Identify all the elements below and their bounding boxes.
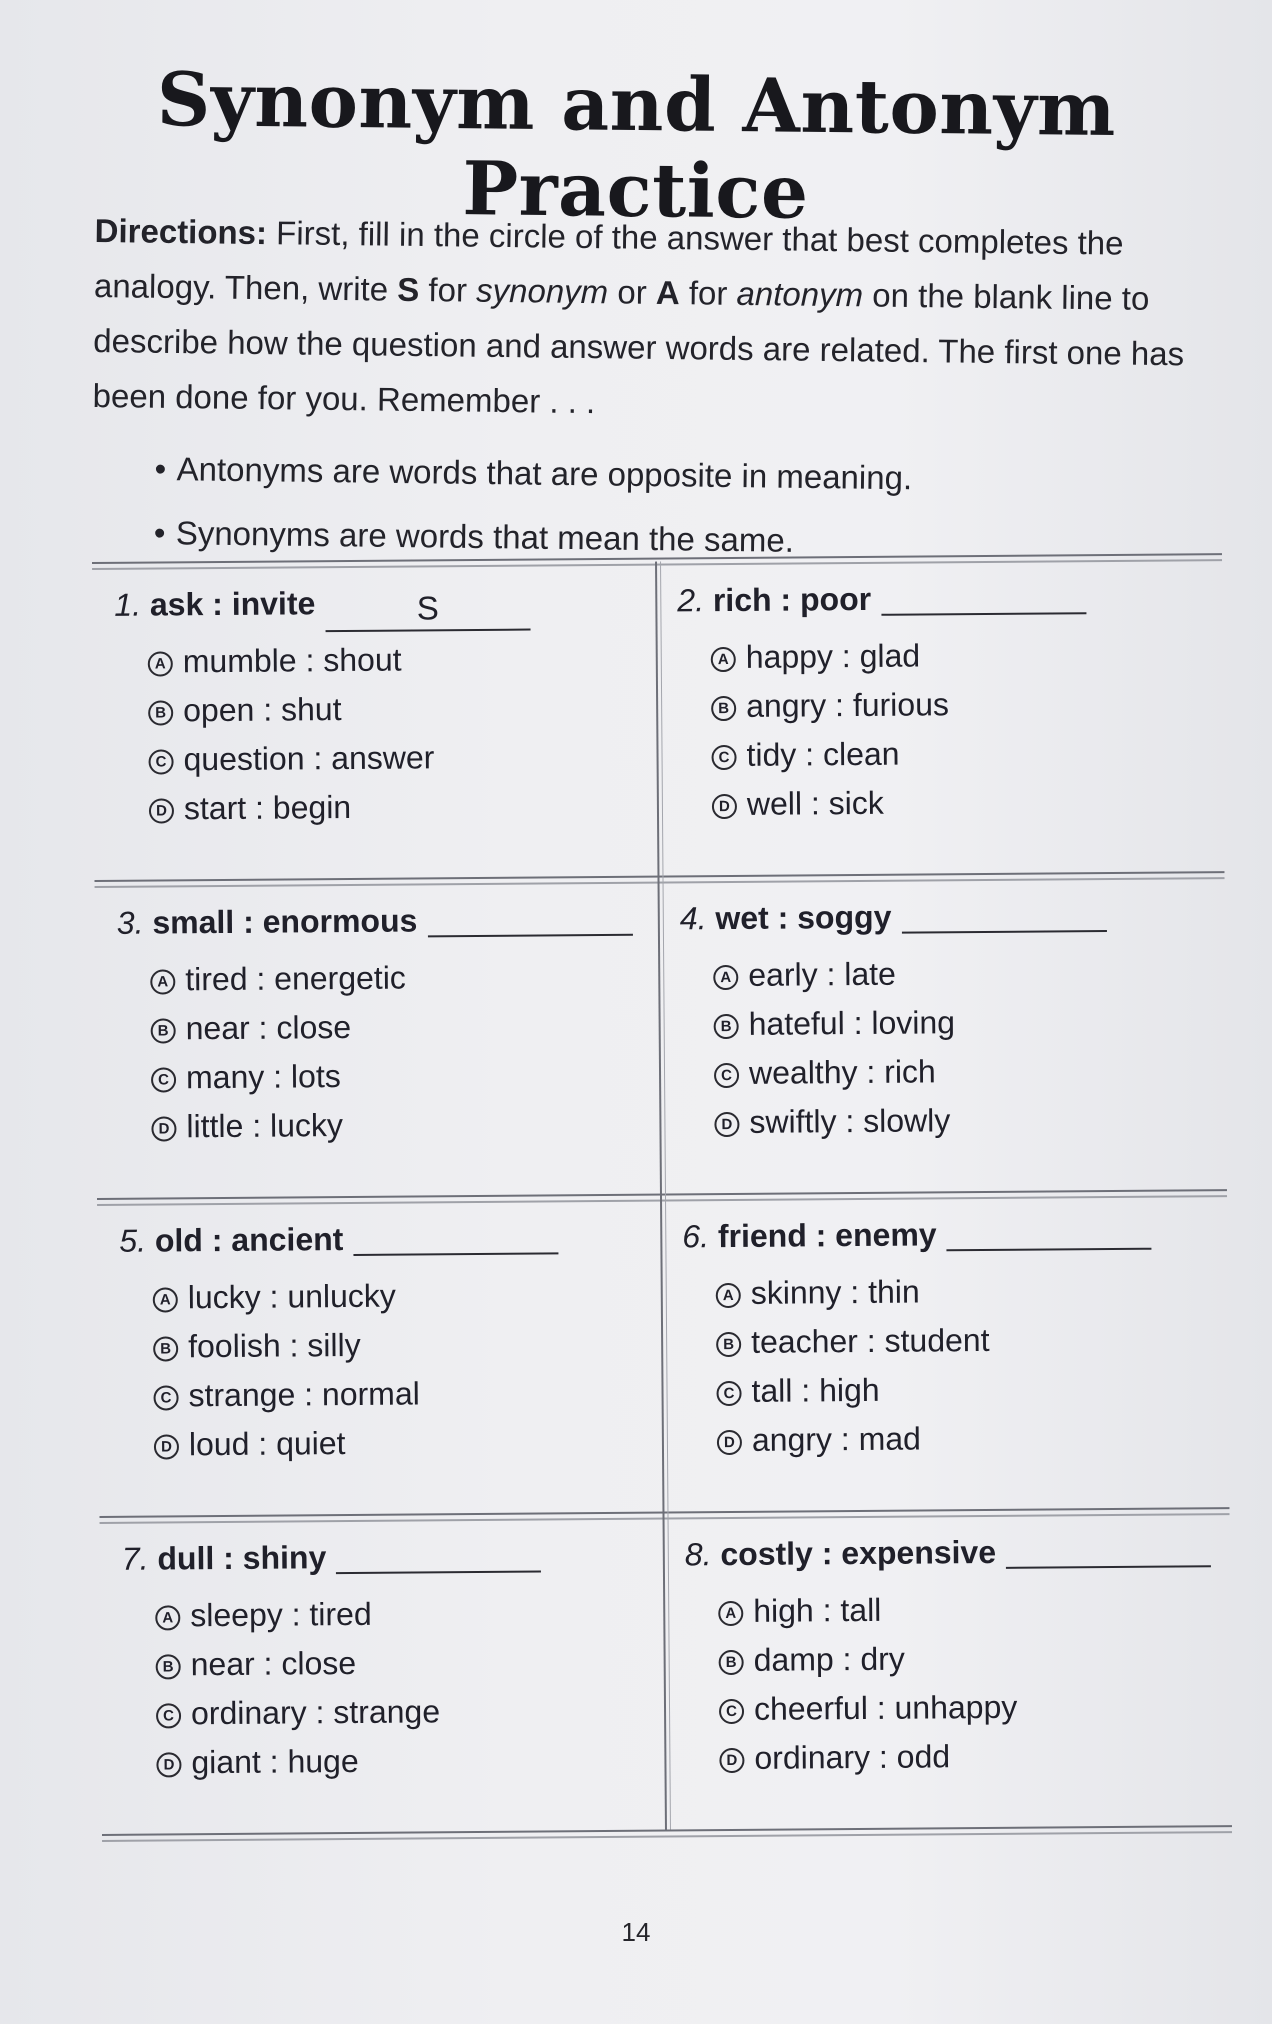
- options-list: [153, 1271, 421, 1469]
- option-b[interactable]: [713, 998, 955, 1049]
- synonym-letter: S: [397, 270, 420, 308]
- option-c[interactable]: [719, 1683, 1018, 1734]
- directions-text: or: [607, 273, 657, 311]
- option-b[interactable]: [148, 684, 434, 735]
- answer-blank[interactable]: [427, 896, 632, 938]
- option-c[interactable]: [153, 1369, 420, 1420]
- option-a[interactable]: [153, 1271, 420, 1322]
- option-text: lucky : unlucky: [187, 1277, 396, 1316]
- question-prompt: [119, 1214, 558, 1263]
- option-text: hateful : loving: [748, 1004, 956, 1042]
- option-text: ordinary : odd: [754, 1738, 951, 1776]
- question-pair: rich : poor: [712, 580, 872, 619]
- option-text: loud : quiet: [188, 1425, 346, 1463]
- option-c[interactable]: [151, 1052, 407, 1103]
- options-list: [718, 1585, 1018, 1783]
- options-list: [713, 949, 956, 1147]
- question-4: [680, 891, 1202, 1195]
- answer-blank[interactable]: [881, 574, 1086, 616]
- option-circle-icon[interactable]: A: [718, 1601, 743, 1626]
- synonym-word: synonym: [475, 271, 609, 311]
- directions-text: First, fill in the circle of the answer that best completes the analogy. Then, write: [93, 214, 1124, 308]
- option-d[interactable]: [714, 1096, 956, 1147]
- question-pair: costly : expensive: [720, 1533, 997, 1573]
- question-5: [119, 1214, 641, 1518]
- option-text: near : close: [190, 1644, 357, 1683]
- option-circle-icon[interactable]: B: [711, 696, 736, 721]
- page-title: Synonym and Antonym Practice: [156, 56, 1117, 236]
- page-number: 14: [621, 1917, 651, 1947]
- option-circle-icon[interactable]: D: [714, 1112, 739, 1137]
- question-prompt: [122, 1533, 542, 1582]
- option-circle-icon[interactable]: D: [151, 1116, 176, 1141]
- option-a[interactable]: [150, 954, 406, 1005]
- option-text: angry : furious: [746, 686, 950, 724]
- option-text: question : answer: [183, 739, 435, 778]
- option-c[interactable]: [148, 733, 434, 784]
- option-b[interactable]: [153, 1320, 420, 1371]
- option-circle-icon[interactable]: C: [151, 1067, 176, 1092]
- options-list: [716, 1267, 991, 1465]
- option-circle-icon[interactable]: A: [155, 1605, 180, 1630]
- option-d[interactable]: [149, 782, 435, 833]
- option-circle-icon[interactable]: B: [714, 1014, 739, 1039]
- option-text: early : late: [748, 955, 897, 993]
- question-prompt: [114, 579, 530, 628]
- option-text: open : shut: [183, 691, 342, 729]
- option-circle-icon[interactable]: A: [153, 1287, 178, 1312]
- option-text: well : sick: [746, 784, 884, 822]
- option-c[interactable]: [716, 1365, 990, 1416]
- question-1: [114, 578, 636, 882]
- option-a[interactable]: [716, 1267, 990, 1318]
- option-circle-icon[interactable]: A: [148, 651, 173, 676]
- answer-blank[interactable]: [946, 1210, 1151, 1252]
- option-circle-icon[interactable]: A: [150, 969, 175, 994]
- question-pair: friend : enemy: [717, 1216, 937, 1255]
- option-circle-icon[interactable]: A: [716, 1283, 741, 1308]
- option-text: damp : dry: [753, 1640, 905, 1678]
- option-a[interactable]: [155, 1589, 439, 1640]
- option-c[interactable]: [156, 1687, 440, 1738]
- antonym-word: antonym: [736, 274, 864, 314]
- option-text: cheerful : unhappy: [753, 1688, 1018, 1727]
- option-circle-icon[interactable]: D: [154, 1434, 179, 1459]
- option-b[interactable]: [718, 1634, 1017, 1685]
- answer-blank[interactable]: S: [325, 591, 530, 633]
- option-d[interactable]: [712, 778, 950, 829]
- option-circle-icon[interactable]: B: [151, 1018, 176, 1043]
- option-text: sleepy : tired: [190, 1595, 372, 1634]
- answer-blank[interactable]: [353, 1214, 558, 1256]
- option-text: swiftly : slowly: [749, 1102, 951, 1140]
- option-text: ordinary : strange: [190, 1693, 441, 1732]
- question-pair: small : enormous: [152, 902, 418, 941]
- options-list: [155, 1589, 441, 1787]
- question-number: 3.: [116, 904, 144, 941]
- option-b[interactable]: [155, 1638, 439, 1689]
- option-circle-icon[interactable]: C: [148, 749, 173, 774]
- option-text: strange : normal: [188, 1375, 420, 1414]
- option-d[interactable]: [151, 1101, 407, 1152]
- question-2: [677, 573, 1199, 877]
- directions-text: for: [679, 274, 737, 312]
- option-circle-icon[interactable]: C: [153, 1385, 178, 1410]
- answer-blank[interactable]: [901, 892, 1106, 934]
- option-text: foolish : silly: [188, 1326, 361, 1365]
- option-circle-icon[interactable]: C: [711, 745, 736, 770]
- option-text: tidy : clean: [746, 735, 900, 773]
- question-prompt: [685, 1527, 1212, 1577]
- option-circle-icon[interactable]: B: [719, 1650, 744, 1675]
- question-prompt: [682, 1210, 1152, 1260]
- question-7: [122, 1532, 644, 1836]
- option-c[interactable]: [714, 1047, 956, 1098]
- question-number: 2.: [677, 582, 705, 619]
- directions-text: on the blank line to describe how the question and answer words are related. The first one has been done for you. Remember . . .: [92, 276, 1185, 421]
- option-text: mumble : shout: [182, 641, 402, 680]
- question-prompt: [117, 896, 633, 946]
- options-list: [150, 954, 407, 1152]
- question-number: 7.: [121, 1540, 149, 1577]
- question-pair: old : ancient: [154, 1221, 344, 1259]
- option-d[interactable]: [717, 1414, 991, 1465]
- option-circle-icon[interactable]: B: [716, 1332, 741, 1357]
- reminder-text: Synonyms are words that mean the same.: [175, 514, 795, 559]
- option-circle-icon[interactable]: D: [719, 1748, 744, 1773]
- option-a[interactable]: [148, 635, 434, 686]
- option-text: happy : glad: [745, 637, 921, 675]
- option-circle-icon[interactable]: D: [712, 794, 737, 819]
- option-text: high : tall: [753, 1591, 882, 1629]
- option-circle-icon[interactable]: A: [711, 647, 736, 672]
- option-text: start : begin: [183, 788, 352, 827]
- option-b[interactable]: [716, 1316, 990, 1367]
- option-circle-icon[interactable]: A: [713, 965, 738, 990]
- option-text: tall : high: [751, 1371, 880, 1409]
- question-pair: dull : shiny: [157, 1539, 327, 1577]
- option-circle-icon[interactable]: B: [153, 1336, 178, 1361]
- reminder-item: [154, 437, 1155, 513]
- option-a[interactable]: [718, 1585, 1017, 1636]
- reminder-text: Antonyms are words that are opposite in meaning.: [176, 450, 913, 497]
- question-8: [685, 1527, 1207, 1831]
- option-text: little : lucky: [186, 1107, 344, 1145]
- question-pair: wet : soggy: [715, 898, 892, 937]
- option-circle-icon[interactable]: D: [149, 798, 174, 823]
- question-3: [117, 896, 639, 1200]
- option-text: near : close: [185, 1008, 352, 1047]
- option-a[interactable]: [713, 949, 955, 1000]
- option-circle-icon[interactable]: B: [156, 1654, 181, 1679]
- bullet-icon: •: [153, 513, 166, 552]
- option-text: wealthy : rich: [748, 1053, 936, 1091]
- option-text: tired : energetic: [185, 959, 406, 998]
- option-b[interactable]: [711, 680, 949, 731]
- option-c[interactable]: [711, 729, 949, 780]
- question-grid: [92, 553, 1232, 1862]
- options-list: [711, 631, 950, 829]
- option-circle-icon[interactable]: B: [148, 700, 173, 725]
- directions-paragraph: [92, 203, 1230, 437]
- option-d[interactable]: [154, 1418, 421, 1469]
- question-6: [682, 1209, 1204, 1513]
- antonym-letter: A: [655, 273, 680, 312]
- directions-label: Directions:: [94, 211, 268, 252]
- option-text: angry : mad: [751, 1420, 922, 1458]
- option-circle-icon[interactable]: C: [156, 1703, 181, 1728]
- option-a[interactable]: [711, 631, 949, 682]
- bullet-icon: •: [154, 449, 167, 488]
- option-b[interactable]: [150, 1003, 406, 1054]
- question-number: 1.: [114, 586, 142, 623]
- options-list: [148, 635, 435, 833]
- option-circle-icon[interactable]: D: [156, 1752, 181, 1777]
- option-text: many : lots: [185, 1058, 341, 1096]
- option-text: teacher : student: [751, 1321, 990, 1360]
- option-d[interactable]: [156, 1736, 440, 1787]
- option-circle-icon[interactable]: C: [719, 1699, 744, 1724]
- question-number: 5.: [119, 1222, 147, 1259]
- option-circle-icon[interactable]: C: [714, 1063, 739, 1088]
- question-prompt: [677, 574, 1086, 623]
- question-pair: ask : invite: [149, 585, 316, 623]
- answer-blank[interactable]: [336, 1533, 541, 1575]
- directions-text: for: [419, 270, 477, 309]
- answer-blank[interactable]: [1006, 1527, 1211, 1569]
- question-number: 4.: [679, 900, 707, 937]
- question-number: 6.: [682, 1218, 710, 1255]
- option-text: giant : huge: [191, 1742, 359, 1781]
- option-text: skinny : thin: [750, 1273, 920, 1311]
- question-number: 8.: [684, 1536, 712, 1573]
- question-prompt: [680, 892, 1107, 941]
- option-circle-icon[interactable]: D: [717, 1430, 742, 1455]
- option-d[interactable]: [719, 1732, 1018, 1783]
- option-circle-icon[interactable]: C: [716, 1381, 741, 1406]
